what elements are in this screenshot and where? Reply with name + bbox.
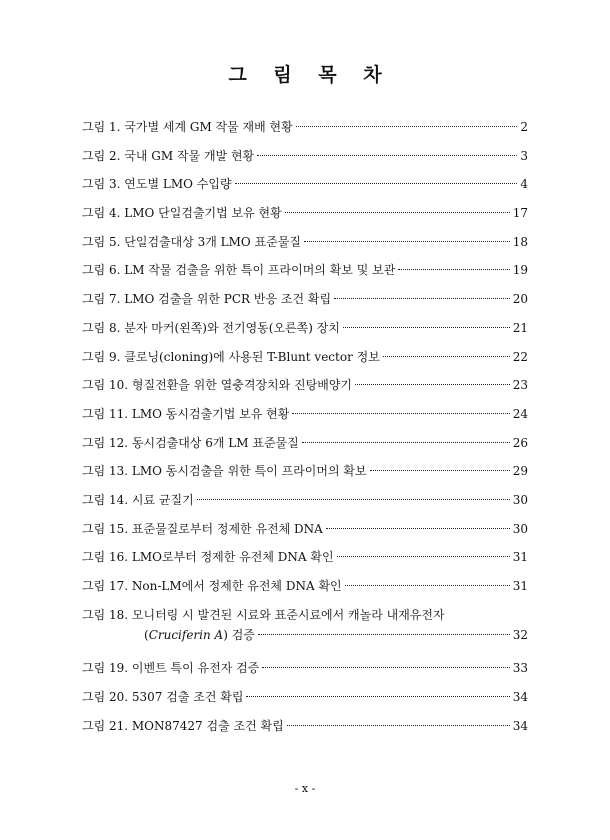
toc-entry[interactable] [82, 146, 528, 175]
page-number-footer: - x - [294, 782, 316, 795]
dot-leader [285, 212, 510, 213]
toc-entry-label: 그림 16. LMO로부터 정제한 유전체 DNA 확인 [82, 550, 334, 565]
toc-entry-page: 2 [520, 120, 528, 134]
toc-entry[interactable] [82, 490, 528, 519]
dot-leader [334, 298, 510, 299]
toc-entry[interactable] [82, 404, 528, 433]
toc-entry-label: 그림 9. 클로닝(cloning)에 사용된 T-Blunt vector 정보 [82, 349, 380, 364]
dot-leader [235, 183, 518, 184]
toc-entry[interactable] [82, 605, 528, 659]
toc-entry-label: 그림 20. 5307 검출 조건 확립 [82, 689, 244, 704]
dot-leader [345, 585, 510, 586]
dot-leader [355, 384, 510, 385]
toc-entry-page: 21 [512, 320, 528, 335]
toc-entry-page: 17 [512, 206, 528, 221]
toc-entry-label: 그림 1. 국가별 세계 GM 작물 재배 현황 [82, 120, 293, 134]
toc-entry-page: 33 [512, 661, 528, 676]
toc-entry-page: 30 [512, 521, 528, 536]
dot-leader [257, 155, 517, 156]
toc-entry-label: 그림 13. LMO 동시검출을 위한 특이 프라이머의 확보 [82, 464, 367, 479]
dot-leader [343, 327, 510, 328]
dot-leader [326, 528, 510, 529]
toc-entry[interactable] [82, 347, 528, 376]
toc-entry-page: 23 [512, 378, 528, 393]
dot-leader [292, 413, 509, 414]
toc-entry[interactable] [82, 174, 528, 203]
dot-leader [383, 356, 510, 357]
toc-entry-label: 그림 21. MON87427 검출 조건 확립 [82, 718, 284, 733]
toc-entry[interactable] [82, 203, 528, 232]
toc-entry-page: 34 [512, 718, 528, 733]
toc-entry-label: 그림 14. 시료 균질기 [82, 492, 194, 507]
toc-entry-label: 그림 3. 연도별 LMO 수입량 [82, 177, 232, 192]
toc-entry[interactable] [82, 519, 528, 548]
dot-leader [197, 499, 510, 500]
toc-entry[interactable] [82, 117, 528, 146]
dot-leader [296, 126, 518, 127]
toc-entry-label: 그림 4. LMO 단일검출기법 보유 현황 [82, 206, 282, 221]
toc-entry-label: 그림 12. 동시검출대상 6개 LM 표준물질 [82, 435, 299, 450]
toc-entry[interactable] [82, 375, 528, 404]
toc-entry-page: 32 [512, 627, 528, 642]
toc-entry[interactable] [82, 658, 528, 687]
toc-entry[interactable] [82, 687, 528, 716]
toc-entry[interactable] [82, 433, 528, 462]
toc-entry[interactable] [82, 232, 528, 261]
toc-entry-page: 3 [520, 148, 528, 163]
toc-entry-page: 19 [512, 263, 528, 278]
page-title: 그 림 목 차 [228, 64, 392, 86]
toc-entry-label: 그림 19. 이벤트 특이 유전자 검증 [82, 661, 260, 676]
toc-entry-label: 그림 2. 국내 GM 작물 개발 현황 [82, 148, 255, 163]
toc-entry-page: 24 [512, 406, 528, 421]
toc-entry[interactable] [82, 289, 528, 318]
dot-leader [370, 470, 510, 471]
toc-entry-label: 그림 17. Non-LM에서 정제한 유전체 DNA 확인 [82, 579, 342, 593]
dot-leader [302, 442, 510, 443]
toc-entry-page: 30 [512, 492, 528, 507]
dot-leader [304, 241, 510, 242]
toc-entry-label: 그림 8. 분자 마커(왼쪽)와 전기영동(오른쪽) 장치 [82, 320, 340, 335]
toc-entry[interactable] [82, 318, 528, 347]
toc-entry[interactable] [82, 716, 528, 745]
toc-entry-label: 그림 7. LMO 검출을 위한 PCR 반응 조건 확립 [82, 292, 332, 307]
toc-entry-page: 34 [512, 689, 528, 704]
toc-entry[interactable] [82, 576, 528, 605]
toc-entry-page: 4 [520, 177, 528, 192]
dot-leader [246, 696, 509, 697]
toc-entry-label-continued: (Cruciferin A) 검증 [144, 627, 255, 642]
toc-entry[interactable] [82, 547, 528, 576]
toc-entry-label: 그림 11. LMO 동시검출기법 보유 현황 [82, 406, 290, 421]
toc-entry-label: 그림 5. 단일검출대상 3개 LMO 표준물질 [82, 234, 301, 249]
toc-entry[interactable] [82, 260, 528, 289]
dot-leader [287, 725, 510, 726]
toc-entry-page: 22 [512, 349, 528, 364]
toc-entry-page: 31 [512, 550, 528, 565]
toc-entry-label: 그림 6. LM 작물 검출을 위한 특이 프라이머의 확보 및 보관 [82, 263, 396, 278]
toc-entry-page: 26 [512, 435, 528, 450]
dot-leader [262, 667, 509, 668]
table-of-figures [82, 117, 528, 744]
dot-leader [337, 556, 510, 557]
toc-entry-page: 20 [512, 292, 528, 307]
dot-leader [258, 634, 510, 635]
dot-leader [398, 269, 509, 270]
toc-entry-page: 31 [512, 579, 528, 593]
toc-entry-page: 29 [512, 464, 528, 479]
toc-entry-label: 그림 15. 표준물질로부터 정제한 유전체 DNA [82, 521, 323, 536]
toc-entry-label: 그림 18. 모니터링 시 발견된 시료와 표준시료에서 캐놀라 내재유전자 [82, 607, 445, 622]
toc-entry[interactable] [82, 461, 528, 490]
toc-entry-page: 18 [512, 234, 528, 249]
toc-entry-label: 그림 10. 형질전환을 위한 열충격장치와 진탕배양기 [82, 378, 352, 393]
